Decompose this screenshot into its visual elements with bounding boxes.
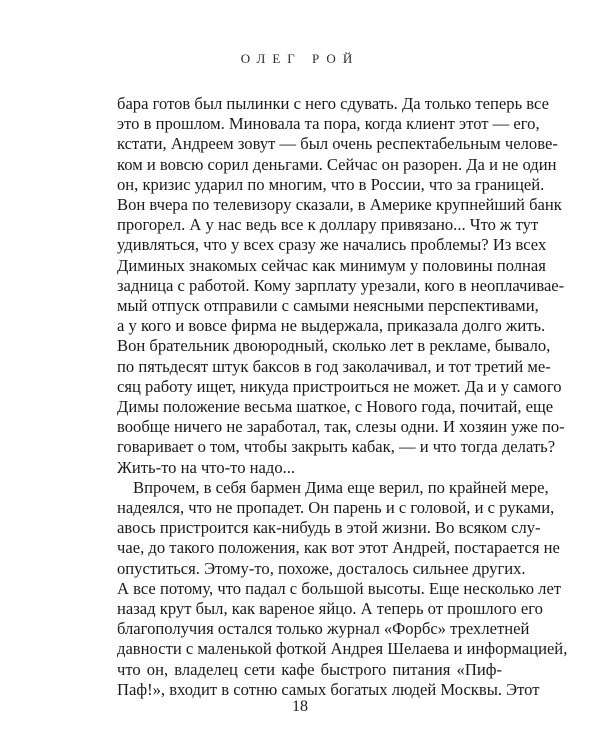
text-line: давности с маленькой фоткой Андрея Шелаева и информацией, (117, 639, 568, 659)
text-line: по пятьдесят штук баксов в год заколачивал, и тот третий ме- (117, 356, 551, 376)
text-line: Паф!», входит в сотню самых богатых людей Москвы. Этот (117, 679, 540, 699)
text-line: авось пристроится как-нибудь в этой жизни. Во всяком слу- (117, 518, 541, 538)
text-line: он, кризис ударил по многим, что в России, что за границей. (117, 174, 545, 194)
paragraph-1 (117, 94, 565, 478)
text-line: задница с работой. Кому зарплату урезали, кого в неоплачивае- (117, 275, 565, 295)
text-line: чае, до такого положения, как вот этот Андрей, постарается не (117, 538, 560, 558)
text-line: благополучия остался только журнал «Форбс» трехлетней (117, 619, 530, 639)
text-line: а у кого и вовсе фирма не выдержала, приказала долго жить. (117, 316, 546, 336)
text-line: Димы положение весьма шаткое, с Нового года, почитай, еще (117, 397, 554, 417)
text-line: Вон вчера по телевизору сказали, в Америке крупнейший банк (117, 195, 562, 215)
text-line: кстати, Андреем зовут — был очень респектабельным челове- (117, 134, 558, 154)
text-line: надеялся, что не пропадет. Он парень и с головой, и с руками, (117, 498, 555, 518)
text-line: Вон брательник двоюродный, сколько лет в рекламе, бывало, (117, 336, 551, 356)
running-head-author: ОЛЕГ РОЙ (240, 51, 360, 66)
page-number: 18 (292, 698, 308, 715)
text-line: вообще ничего не заработал, так, слезы одни. И хозяин уже по- (117, 417, 565, 437)
text-line: сяц работу ищет, никуда пристроиться не может. Да и у самого (117, 376, 562, 396)
body-text (117, 94, 568, 700)
text-line: говаривает о том, чтобы закрыть кабак, — и что тогда делать? (117, 437, 556, 457)
text-line: бара готов был пылинки с него сдувать. Да только теперь все (117, 94, 549, 113)
text-line: опуститься. Этому-то, похоже, досталось сильнее других. (117, 558, 526, 578)
text-line: Диминых знакомых сейчас как минимум у половины полная (117, 255, 546, 275)
paragraph-2 (117, 477, 568, 700)
text-line: А все потому, что падал с большой высоты. Еще несколько лет (117, 578, 562, 598)
text-line: прогорел. А у нас ведь все к доллару привязано... Что ж тут (117, 215, 539, 235)
text-line: удивляться, что у всех сразу же начались проблемы? Из всех (117, 235, 547, 255)
text-line: что он, владелец сети кафе быстрого питания «Пиф- (117, 659, 502, 679)
text-line: Жить-то на что-то надо... (117, 457, 296, 477)
text-line: Впрочем, в себя бармен Дима еще верил, по крайней мере, (133, 477, 549, 497)
text-line: мый отпуск отправили с самыми неясными перспективами, (117, 296, 539, 316)
text-line: это в прошлом. Миновала та пора, когда клиент этот — его, (117, 114, 540, 134)
text-line: ком и вовсю сорил деньгами. Сейчас он разорен. Да и не один (117, 154, 557, 174)
text-line: назад крут был, как вареное яйцо. А теперь от прошлого его (117, 599, 543, 619)
